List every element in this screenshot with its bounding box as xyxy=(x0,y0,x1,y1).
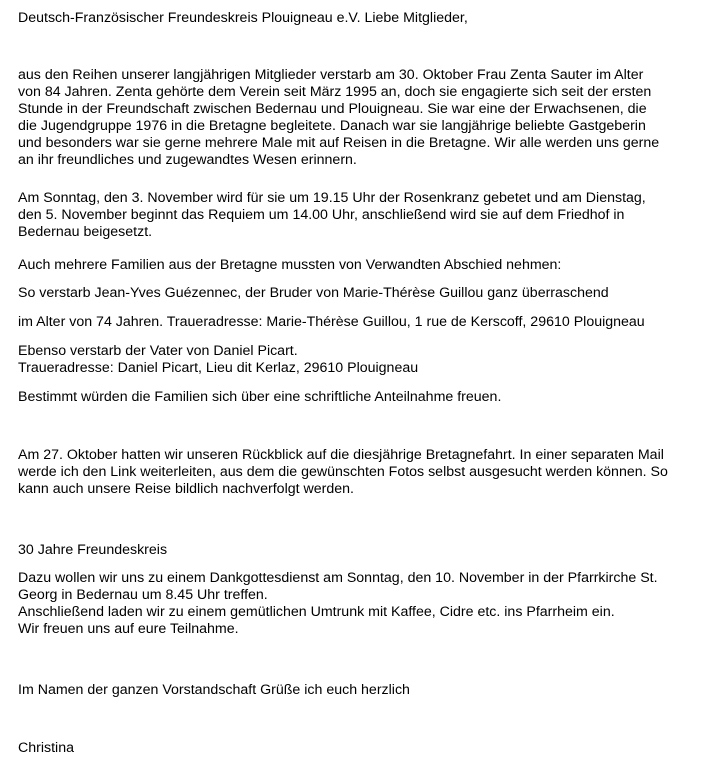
letter-heading: Deutsch-Französischer Freundeskreis Plouigneau e.V. Liebe Mitglieder, xyxy=(18,10,468,26)
signature: Christina xyxy=(18,740,74,756)
death-notice-picart: Ebenso verstarb der Vater von Daniel Picart. Traueradresse: Daniel Picart, Lieu dit Kerlaz, 29610 Plouigneau xyxy=(18,343,419,376)
funeral-paragraph: Am Sonntag, den 3. November wird für sie um 19.15 Uhr der Rosenkranz gebetet und am Dienstag, den 5. November beginnt das Requiem um 14.00 Uhr, anschließend wird sie auf dem Friedhof in Bedernau beigesetzt. xyxy=(18,190,646,240)
anniversary-paragraph: Dazu wollen wir uns zu einem Dankgottesdienst am Sonntag, den 10. November in der Pfarrkirche St. Georg in Bedernau um 8.45 Uhr treffen. Anschließend laden wir zu einem gemütlichen Umtrunk mit Kaffee, Cidre etc. ins Pfarrheim ein. Wir freuen uns auf eure Teilnahme. xyxy=(18,570,658,637)
closing-line: Im Namen der ganzen Vorstandschaft Grüße ich euch herzlich xyxy=(18,682,410,698)
families-intro: Auch mehrere Familien aus der Bretagne mussten von Verwandten Abschied nehmen: xyxy=(18,257,562,273)
review-paragraph: Am 27. Oktober hatten wir unseren Rückblick auf die diesjährige Bretagnefahrt. In einer separaten Mail werde ich den Link weiterleiten, aus dem die gewünschten Fotos selbst ausgesucht werden können. So kann auch unsere Reise bildlich nachverfolgt werden. xyxy=(18,447,668,497)
address-guillou: im Alter von 74 Jahren. Traueradresse: Marie-Thérèse Guillou, 1 rue de Kerscoff, 29610 Plouigneau xyxy=(18,314,645,330)
anniversary-title: 30 Jahre Freundeskreis xyxy=(18,542,168,558)
death-notice-guezennec: So verstarb Jean-Yves Guézennec, der Bruder von Marie-Thérèse Guillou ganz überraschend xyxy=(18,285,609,301)
condolence-note: Bestimmt würden die Familien sich über eine schriftliche Anteilnahme freuen. xyxy=(18,389,502,405)
obituary-paragraph: aus den Reihen unserer langjährigen Mitglieder verstarb am 30. Oktober Frau Zenta Sauter im Alter von 84 Jahren. Zenta gehörte dem Verein seit März 1995 an, doch sie engagierte sich seit der ersten Stunde in der Freundschaft zwischen Bedernau und Plouigneau. Sie war eine der Erwachsenen, die die Jugendgruppe 1976 in die Bretagne begleitete. Danach war sie langjährige beliebte Gastgeberin und besonders war sie gerne mehrere Male mit auf Reisen in die Bretagne. Wir alle werden uns gerne an ihr freundliches und zugewandtes Wesen erinnern. xyxy=(18,67,660,168)
